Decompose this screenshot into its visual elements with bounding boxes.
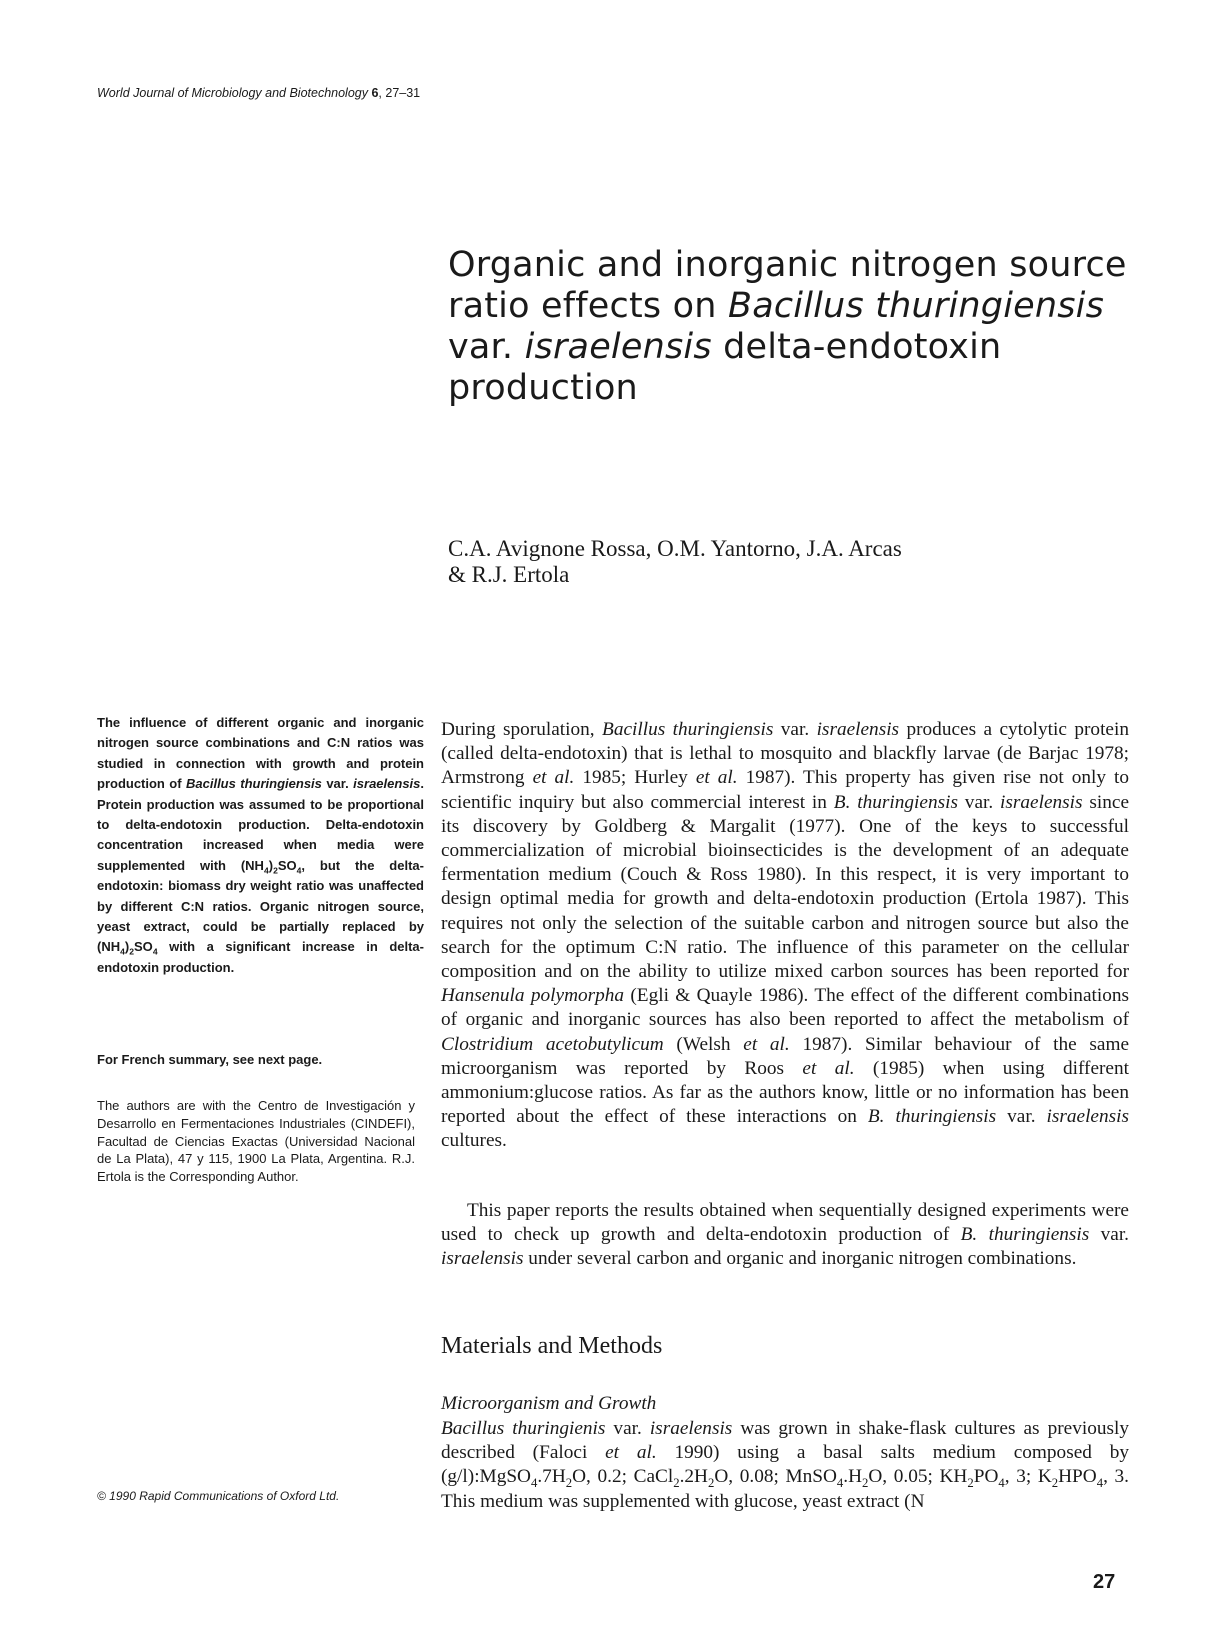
- title-line: Organic and inorganic nitrogen source: [448, 245, 1127, 285]
- abstract-variety: israelensis: [353, 776, 421, 792]
- authors-line: & R.J. Ertola: [448, 562, 570, 587]
- text-run: PO: [973, 1466, 999, 1488]
- italic-run: B. thuringiensis: [867, 1106, 997, 1128]
- title-line: var.: [448, 327, 525, 367]
- journal-name: World Journal of Microbiology and Biotechnology: [97, 86, 368, 100]
- french-summary-note: For French summary, see next page.: [97, 1052, 323, 1067]
- text-run: var.: [957, 791, 1001, 813]
- subsection-heading: Microorganism and Growth: [441, 1393, 657, 1414]
- author-affiliation: The authors are with the Centro de Investigación y Desarrollo en Fermentaciones Industriales (CINDEFI), Facultad de Ciencias Exactas (Universidad Nacional de La Plata), 47 y 115, 1900 La Plata, Argentina. R.J. Ertola is the Corresponding Author.: [97, 1098, 415, 1185]
- section-heading: Materials and Methods: [441, 1333, 663, 1359]
- abstract-text: var.: [321, 776, 354, 792]
- italic-run: israelensis: [1046, 1106, 1129, 1128]
- text-run: 1987). This property has given rise not only to scientific inquiry but also commercial interest in: [441, 767, 1129, 813]
- text-run: produces a cytolytic protein (called delta-endotoxin) that is lethal to mosquito and blackfly larvae (de Barjac 1978; Armstrong: [441, 719, 1129, 789]
- text-run: .2H: [679, 1466, 708, 1488]
- abstract-text: . Protein production was assumed to be proportional to delta-endotoxin production. Delta-endotoxin concentration increased when media were supplemented with (NH: [97, 776, 425, 873]
- text-run: was grown in shake-flask cultures as previously described (Faloci: [441, 1418, 1129, 1464]
- italic-run: et al.: [695, 767, 738, 789]
- text-run: (Egli & Quayle 1986). The effect of the different combinations of organic and inorganic sources has also been reported to affect the metabolism of: [441, 985, 1129, 1031]
- text-run: var.: [773, 719, 817, 740]
- text-run: This paper reports the results obtained when sequentially designed experiments were used to check up growth and delta-endotoxin production of: [441, 1200, 1129, 1246]
- abstract: [97, 713, 424, 978]
- subscript: 2: [862, 1476, 869, 1491]
- italic-run: et al.: [743, 1033, 790, 1055]
- text-run: O, 0.05; KH: [868, 1466, 968, 1488]
- abstract-text: SO: [134, 939, 153, 955]
- text-run: under several carbon and organic and inorganic nitrogen combinations.: [523, 1248, 1077, 1270]
- italic-run: israelensis: [816, 719, 900, 740]
- text-run: 1985; Hurley: [574, 767, 696, 789]
- subscript: 4: [998, 1476, 1005, 1491]
- abstract-text: SO: [277, 857, 297, 873]
- subscript: 4: [263, 865, 269, 876]
- title-variety: israelensis: [524, 327, 712, 367]
- title-species: Bacillus thuringiensis: [727, 286, 1105, 326]
- journal-volume: 6: [371, 86, 379, 100]
- subscript: 2: [565, 1476, 573, 1491]
- text-run: , 3. This medium was supplemented with glucose, yeast extract (N: [441, 1466, 1129, 1512]
- text-run: O, 0.2; CaCl: [572, 1466, 674, 1488]
- subscript: 2: [273, 865, 278, 876]
- abstract-text: The influence of different organic and inorganic nitrogen source combinations and C:N ratios was studied in connection with growth and protein production of: [97, 715, 424, 792]
- author-list: [448, 536, 1128, 588]
- journal-running-header: [97, 86, 420, 100]
- text-run: .7H: [537, 1466, 566, 1488]
- italic-run: israelensis: [1000, 791, 1083, 813]
- subscript: 2: [673, 1476, 680, 1491]
- subscript: 2: [967, 1476, 974, 1491]
- title-line: ratio effects on: [448, 286, 728, 326]
- page-number: 27: [1093, 1571, 1116, 1593]
- authors-line: C.A. Avignone Rossa, O.M. Yantorno, J.A. Arcas: [448, 536, 902, 561]
- italic-run: et al.: [532, 767, 575, 789]
- title-line: delta-endotoxin: [711, 327, 1002, 367]
- text-run: var.: [1089, 1224, 1130, 1246]
- text-run: var.: [996, 1106, 1047, 1128]
- abstract-text: ): [124, 939, 130, 955]
- italic-run: B. thuringiensis: [833, 791, 958, 813]
- italic-run: B. thuringiensis: [960, 1224, 1090, 1246]
- subscript: 4: [120, 947, 125, 958]
- text-run: HPO: [1058, 1466, 1097, 1488]
- abstract-text: , but the delta-endotoxin: biomass dry weight ratio was unaffected by different C:N ratios. Organic nitrogen source, yeast extract, could be partially replaced by (NH: [97, 857, 424, 955]
- text-run: 1990) using a basal salts medium composed by (g/l):MgSO: [441, 1442, 1129, 1488]
- subscript: 4: [152, 947, 158, 958]
- subscript: 2: [1051, 1476, 1059, 1491]
- italic-run: Bacillus thuringienis: [441, 1418, 606, 1439]
- subscript: 2: [707, 1476, 715, 1491]
- text-run: 1987). Similar behaviour of the same microorganism was reported by Roos: [441, 1033, 1130, 1079]
- article-title: [448, 245, 1168, 409]
- text-run: .H: [843, 1466, 863, 1488]
- italic-run: israelensis: [441, 1248, 524, 1270]
- text-run: (1985) when using different ammonium:glucose ratios. As far as the authors know, little or no information has been reported about the effect of these interactions on: [441, 1057, 1129, 1128]
- journal-pages: , 27–31: [378, 86, 421, 100]
- intro-paragraph: [441, 1199, 1129, 1272]
- subscript: 4: [836, 1476, 844, 1491]
- text-run: cultures.: [441, 1130, 507, 1152]
- abstract-text: with a significant increase in delta-endotoxin production.: [97, 939, 424, 975]
- subscript: 4: [296, 865, 302, 876]
- methods-paragraph: [441, 1417, 1129, 1514]
- subscript: 2: [129, 947, 135, 958]
- text-run: O, 0.08; MnSO: [714, 1466, 837, 1488]
- italic-run: et al.: [605, 1442, 657, 1464]
- abstract-species: Bacillus thuringiensis: [186, 776, 322, 792]
- italic-run: Hansenula polymorpha: [441, 985, 625, 1007]
- subscript: 4: [531, 1476, 538, 1491]
- italic-run: Bacillus thuringiensis: [602, 719, 774, 740]
- text-run: During sporulation,: [441, 719, 603, 740]
- abstract-text: ): [268, 857, 274, 873]
- intro-paragraph: [441, 718, 1129, 1154]
- italic-run: Clostridium acetobutylicum: [441, 1033, 664, 1055]
- title-line: production: [448, 368, 638, 408]
- copyright-notice: © 1990 Rapid Communications of Oxford Ltd.: [97, 1489, 340, 1503]
- text-run: since its discovery by Goldberg & Margalit (1977). One of the keys to successful commercialization of microbial bioinsecticides is the development of an adequate fermentation medium (Couch & Ross 1980). In this respect, it is very important to design optimal media for growth and delta-endotoxin production (Ertola 1987). This requires not only the selection of the suitable carbon and nitrogen source but also the search for the optimum C:N ratio. The influence of this parameter on the cellular composition and on the ability to utilize mixed carbon sources has been reported for: [441, 791, 1130, 983]
- italic-run: et al.: [802, 1057, 855, 1079]
- italic-run: israelensis: [649, 1418, 733, 1439]
- text-run: (Welsh: [663, 1033, 744, 1055]
- subscript: 4: [1096, 1476, 1104, 1491]
- text-run: var.: [605, 1418, 650, 1439]
- text-run: , 3; K: [1004, 1466, 1052, 1488]
